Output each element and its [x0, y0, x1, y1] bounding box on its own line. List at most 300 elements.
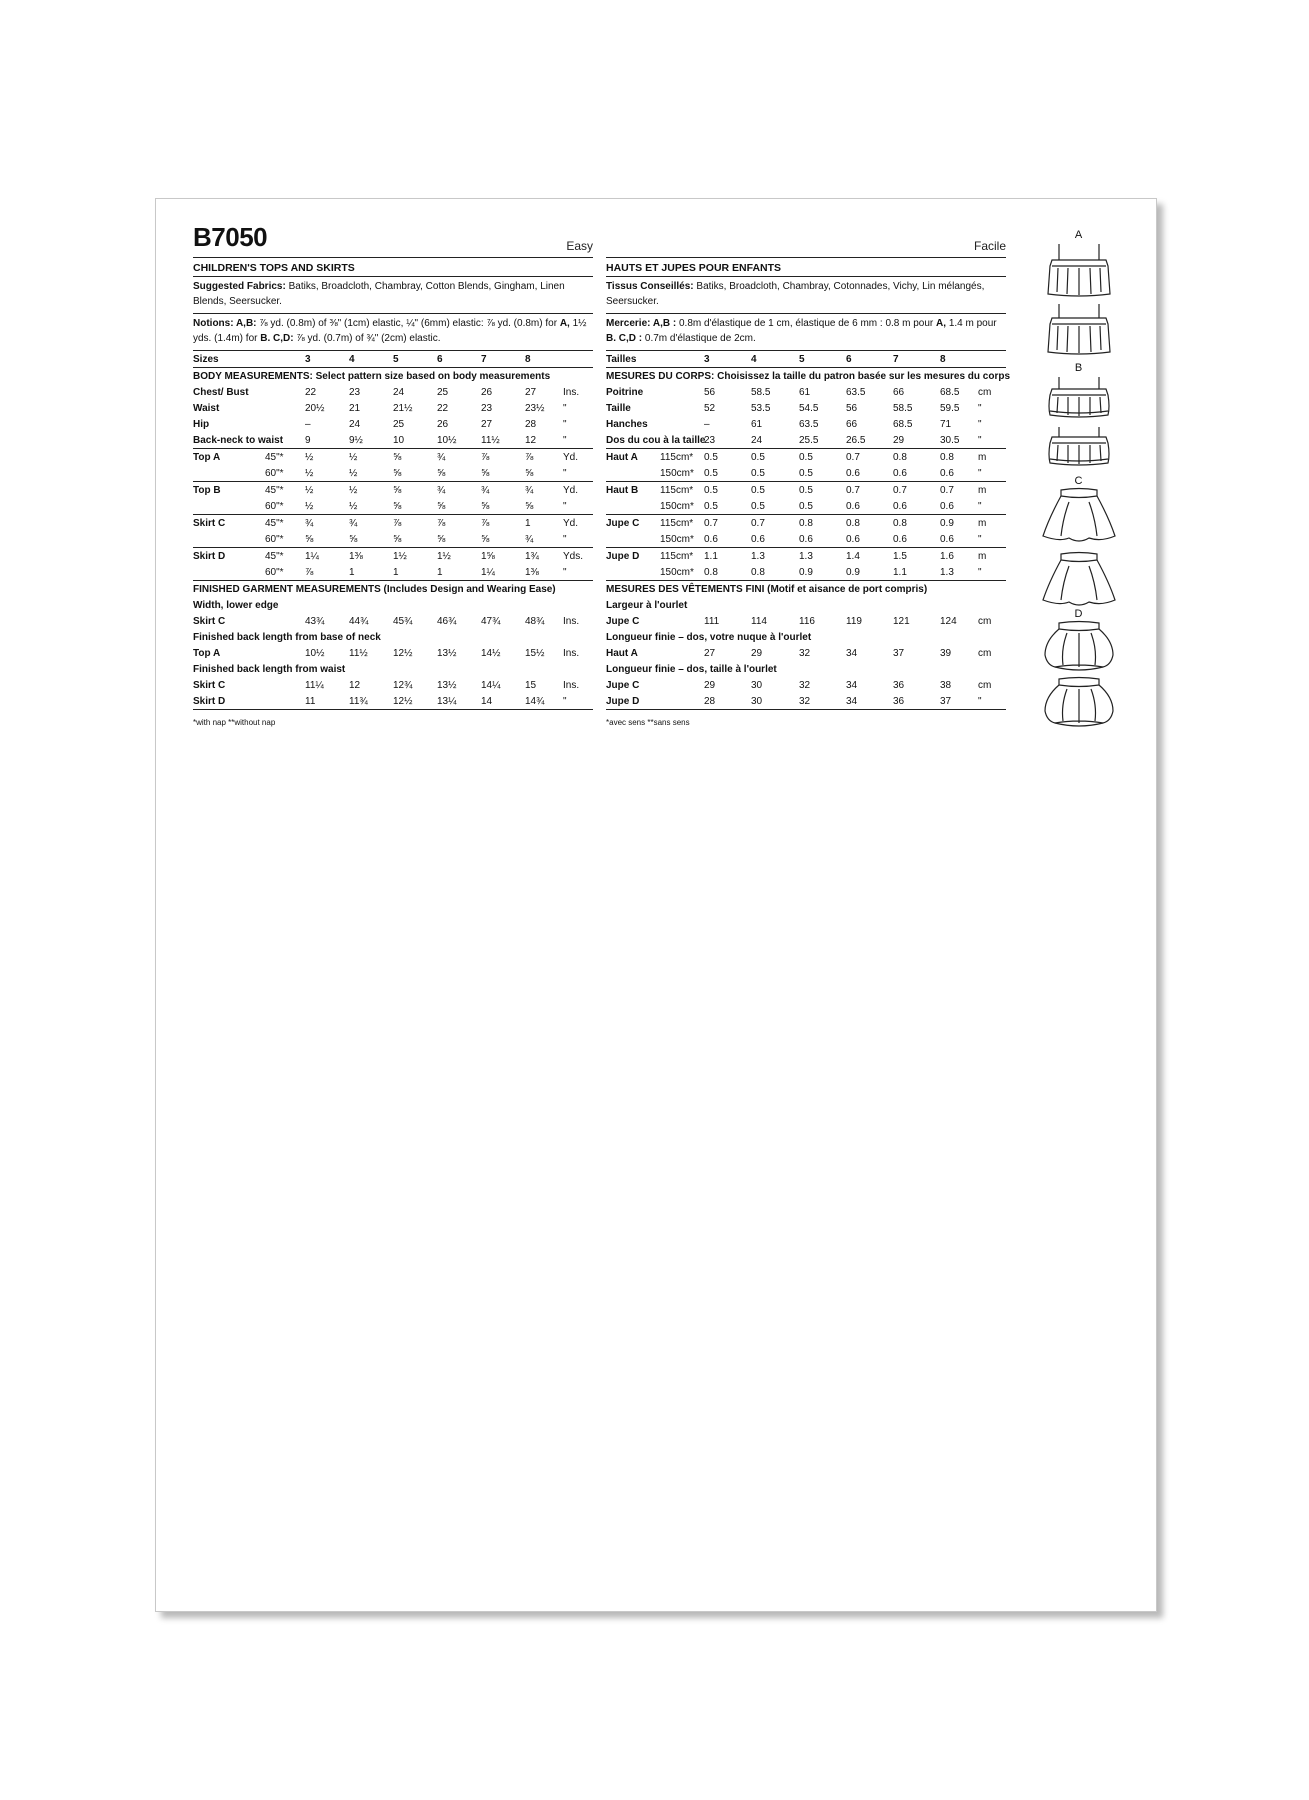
yardage-value: 1⅜ — [525, 564, 563, 581]
blank-cell — [606, 465, 660, 482]
size-value: 5 — [799, 351, 846, 368]
measurement-value: 14½ — [481, 647, 501, 659]
size-value: 8 — [940, 351, 978, 368]
table-row — [606, 432, 1006, 449]
measurement-value: 12½ — [393, 647, 413, 659]
measurement-value: 111 — [704, 615, 720, 627]
finished-title-row — [606, 581, 1006, 598]
yardage-value: ¾ — [437, 451, 446, 463]
yardage-value: 1⅜ — [349, 550, 363, 562]
measurement-value: 23½ — [525, 402, 545, 414]
row-label: Jupe D — [606, 693, 660, 710]
yardage-value: 0.8 — [846, 517, 860, 529]
table-row — [606, 416, 1006, 432]
measurement-value: 124 — [940, 615, 957, 627]
yardage-value: ¾ — [525, 531, 563, 548]
row-label: Back-neck to waist — [193, 432, 265, 449]
yardage-value: ⅞ — [481, 517, 490, 529]
measurement-value: 25 — [393, 418, 405, 430]
view-label: Haut B — [606, 484, 639, 496]
body-measurements-title-row — [193, 368, 593, 385]
yardage-value: ⅞ — [393, 517, 402, 529]
yardage-value: 0.5 — [751, 498, 799, 515]
table-row — [606, 449, 1006, 466]
measurement-value: 56 — [846, 402, 858, 414]
unit-label: cm — [978, 615, 992, 627]
unit-label: " — [978, 498, 1006, 515]
yardage-value: 0.7 — [704, 517, 718, 529]
blank-cell — [265, 351, 305, 368]
measurement-value: 10 — [393, 432, 437, 449]
measurement-value: 59.5 — [940, 402, 960, 414]
difficulty-label: Facile — [973, 239, 1006, 253]
yardage-value: 0.6 — [940, 531, 978, 548]
yardage-value: 1½ — [393, 550, 407, 562]
measurement-value: 14¼ — [481, 679, 501, 691]
unit-label: " — [978, 402, 982, 414]
measurement-value: 36 — [893, 679, 905, 691]
measurement-table — [606, 351, 1011, 710]
yardage-value: ½ — [305, 498, 349, 515]
measurement-value: 37 — [893, 647, 905, 659]
yardage-value: ¾ — [437, 484, 446, 496]
sizes-row — [193, 351, 593, 368]
table-row — [606, 465, 1006, 482]
size-value: 5 — [393, 351, 437, 368]
unit-label: " — [563, 418, 567, 430]
yardage-value: ⅝ — [481, 498, 525, 515]
blank-cell — [606, 498, 660, 515]
unit-label: m — [978, 550, 987, 562]
measurement-value: 119 — [846, 615, 862, 627]
row-label: Skirt D — [193, 693, 265, 710]
suggested-fabrics — [606, 277, 1006, 314]
size-value: 6 — [846, 351, 893, 368]
yardage-value: 0.6 — [940, 465, 978, 482]
subheading: Longueur finie – dos, votre nuque à l'ourlet — [606, 631, 812, 643]
fabrics-text: Batiks, Broadcloth, Chambray, Cotton Blends, Gingham, Linen Blends, Seersucker. — [193, 281, 565, 307]
fabric-width: 115cm* — [660, 451, 694, 463]
skirt-c-illustration — [1039, 488, 1119, 608]
fabric-width: 45"* — [265, 517, 284, 529]
table-row — [606, 564, 1006, 581]
measurement-value: 66 — [846, 418, 858, 430]
yardage-value: 1 — [393, 564, 437, 581]
yardage-value: 0.5 — [704, 465, 751, 482]
yardage-value: 0.6 — [751, 531, 799, 548]
yardage-value: 1⅝ — [481, 550, 495, 562]
notions-text: 1.4 m pour — [946, 318, 997, 329]
blank-cell — [660, 416, 704, 432]
measurement-value: 28 — [525, 418, 537, 430]
unit-label: Yd. — [563, 451, 579, 463]
yardage-value: 0.5 — [799, 498, 846, 515]
subheading: Finished back length from waist — [193, 663, 346, 675]
measurement-value: 12½ — [393, 693, 437, 710]
table-row — [606, 693, 1006, 710]
view-label: Jupe D — [606, 550, 640, 562]
unit-label: Ins. — [563, 647, 580, 659]
table-row — [193, 597, 593, 613]
table-row — [193, 482, 593, 499]
notions — [606, 314, 1006, 351]
yardage-value: 1¼ — [481, 564, 525, 581]
measurement-tables — [193, 351, 593, 710]
measurement-value: 13½ — [437, 679, 457, 691]
row-label: Haut A — [606, 647, 638, 659]
view-illustrations — [1016, 229, 1141, 731]
notions-view: B. C,D: — [260, 333, 294, 344]
yardage-value: 0.8 — [893, 517, 907, 529]
measurement-value: 27 — [525, 386, 537, 398]
yardage-value: 0.7 — [751, 517, 765, 529]
yardage-value: ⅝ — [393, 498, 437, 515]
blank-cell — [660, 351, 704, 368]
row-label: Hanches — [606, 418, 648, 430]
blank-cell — [660, 693, 704, 710]
blank-cell — [193, 564, 265, 581]
row-label: Poitrine — [606, 386, 644, 398]
yardage-value: ⅝ — [437, 531, 481, 548]
blank-cell — [193, 531, 265, 548]
yardage-value: ⅝ — [481, 465, 525, 482]
yardage-value: ⅝ — [525, 465, 563, 482]
unit-label: Yd. — [563, 484, 579, 496]
yardage-value: ⅝ — [525, 498, 563, 515]
yardage-value: 0.5 — [799, 484, 813, 496]
yardage-value: 0.5 — [704, 498, 751, 515]
blank-cell — [606, 564, 660, 581]
yardage-value: ¾ — [525, 484, 534, 496]
unit-label: " — [563, 465, 593, 482]
measurement-value: 34 — [846, 679, 858, 691]
row-label: Hip — [193, 418, 210, 430]
table-row — [193, 400, 593, 416]
notions — [193, 314, 593, 351]
blank-cell — [193, 498, 265, 515]
body-measurements-title: MESURES DU CORPS: Choisissez la taille du patron basée sur les mesures du corps — [606, 370, 1011, 382]
yardage-value: 0.6 — [940, 498, 978, 515]
measurement-value: 13½ — [437, 647, 457, 659]
yardage-value: 0.9 — [940, 517, 954, 529]
french-column — [606, 229, 1011, 727]
notions-view: A, — [559, 318, 570, 329]
fabric-width: 115cm* — [660, 550, 694, 562]
view-letter: B — [1074, 362, 1083, 374]
footnote: *with nap **without nap — [193, 718, 276, 727]
measurement-value: 30 — [751, 693, 799, 710]
yardage-value: 1.3 — [751, 550, 765, 562]
yardage-value: ⅝ — [305, 531, 349, 548]
yardage-value: 0.8 — [893, 451, 907, 463]
fabric-width: 45"* — [265, 484, 284, 496]
fabric-width: 60"* — [265, 564, 305, 581]
measurement-value: – — [305, 418, 311, 430]
measurement-table — [193, 351, 593, 710]
unit-label: " — [563, 432, 593, 449]
sizes-label: Tailles — [606, 351, 660, 368]
footnote: *avec sens **sans sens — [606, 718, 690, 727]
fabric-width: 115cm* — [660, 517, 694, 529]
measurement-value: 24 — [751, 432, 799, 449]
finished-title-row — [193, 581, 593, 598]
measurement-value: 53.5 — [751, 402, 771, 414]
subheading: Finished back length from base of neck — [193, 631, 381, 643]
view-letter: A — [1074, 229, 1083, 241]
measurement-value: 32 — [799, 647, 811, 659]
yardage-value: 0.8 — [799, 517, 813, 529]
unit-cell — [978, 351, 1006, 368]
row-label: Jupe C — [606, 679, 640, 691]
table-row — [193, 564, 593, 581]
measurement-value: 10½ — [305, 647, 325, 659]
measurement-value: 24 — [393, 386, 405, 398]
measurement-value: 71 — [940, 418, 952, 430]
yardage-value: 0.5 — [704, 484, 718, 496]
finished-measurements-title: MESURES DES VÊTEMENTS FINI (Motif et aisance de port compris) — [606, 583, 928, 595]
yardage-value: 0.7 — [846, 484, 860, 496]
measurement-value: 58.5 — [893, 402, 913, 414]
table-row — [606, 645, 1006, 661]
measurement-value: 116 — [799, 615, 815, 627]
table-row — [193, 416, 593, 432]
yardage-value: ⅞ — [437, 517, 446, 529]
blank-cell — [265, 613, 305, 629]
blank-cell — [265, 693, 305, 710]
measurement-value: 30.5 — [940, 432, 978, 449]
header — [606, 229, 1006, 258]
measurement-value: 30 — [751, 679, 763, 691]
unit-label: " — [978, 693, 1006, 710]
skirt-d-illustration — [1039, 621, 1119, 731]
table-row — [193, 515, 593, 532]
measurement-value: 26 — [437, 418, 449, 430]
unit-label: Yds. — [563, 550, 584, 562]
measurement-value: 63.5 — [799, 418, 819, 430]
measurement-value: – — [704, 418, 710, 430]
fabric-width: 150cm* — [660, 465, 704, 482]
measurement-value: 25.5 — [799, 432, 846, 449]
measurement-value: 47¾ — [481, 615, 501, 627]
table-row — [606, 629, 1006, 645]
body-measurements-title-row — [606, 368, 1006, 385]
body-measurements-title: BODY MEASUREMENTS: Select pattern size based on body measurements — [193, 370, 551, 382]
fabric-width: 45"* — [265, 550, 284, 562]
blank-cell — [193, 465, 265, 482]
unit-label: " — [563, 402, 567, 414]
size-value: 3 — [305, 351, 349, 368]
measurement-tables — [606, 351, 1011, 710]
yardage-value: ⅝ — [393, 531, 437, 548]
measurement-value: 15½ — [525, 647, 545, 659]
yardage-value: 0.6 — [893, 531, 940, 548]
measurement-value: 68.5 — [940, 386, 960, 398]
measurement-value: 21½ — [393, 402, 413, 414]
table-row — [606, 482, 1006, 499]
size-value: 8 — [525, 351, 563, 368]
measurement-value: 48¾ — [525, 615, 545, 627]
unit-label: " — [978, 465, 1006, 482]
section-title: CHILDREN'S TOPS AND SKIRTS — [193, 258, 593, 277]
yardage-value: 1.3 — [940, 564, 978, 581]
difficulty-label: Easy — [566, 239, 593, 253]
yardage-value: ½ — [305, 484, 314, 496]
measurement-value: 26 — [481, 386, 493, 398]
yardage-value: 0.7 — [846, 451, 860, 463]
yardage-value: 1¼ — [305, 550, 319, 562]
blank-cell — [265, 416, 305, 432]
measurement-value: 44¾ — [349, 615, 369, 627]
yardage-value: 0.5 — [751, 465, 799, 482]
table-row — [193, 432, 593, 449]
blank-cell — [660, 613, 704, 629]
measurement-value: 12 — [525, 432, 563, 449]
fabric-width: 115cm* — [660, 484, 694, 496]
table-row — [606, 515, 1006, 532]
measurement-value: 23 — [481, 402, 493, 414]
yardage-value: ½ — [305, 451, 314, 463]
yardage-value: 0.5 — [704, 451, 718, 463]
measurement-value: 66 — [893, 386, 905, 398]
yardage-value: 1.6 — [940, 550, 954, 562]
unit-label: " — [563, 564, 593, 581]
measurement-value: 43¾ — [305, 615, 325, 627]
table-row — [193, 661, 593, 677]
yardage-value: 1 — [525, 517, 531, 529]
view-label: Jupe C — [606, 517, 640, 529]
subheading: Width, lower edge — [193, 599, 279, 611]
measurement-value: 61 — [751, 418, 763, 430]
view-label: Skirt C — [193, 517, 226, 529]
measurement-value: 32 — [799, 679, 811, 691]
yardage-value: 0.8 — [940, 451, 954, 463]
finished-measurements-title: FINISHED GARMENT MEASUREMENTS (Includes Design and Wearing Ease) — [193, 583, 556, 595]
unit-label: " — [978, 418, 982, 430]
yardage-value: 1½ — [437, 550, 451, 562]
sizes-row — [606, 351, 1006, 368]
yardage-value: ½ — [349, 484, 358, 496]
notions-view: A, — [936, 318, 947, 329]
table-row — [193, 465, 593, 482]
yardage-value: ½ — [349, 465, 393, 482]
measurement-value: 68.5 — [893, 418, 913, 430]
measurement-value: 14¾ — [525, 693, 563, 710]
measurement-value: 39 — [940, 647, 952, 659]
table-row — [606, 531, 1006, 548]
blank-cell — [660, 384, 704, 400]
measurement-value: 23 — [349, 386, 361, 398]
yardage-value: 1.1 — [704, 550, 718, 562]
yardage-value: 1.4 — [846, 550, 860, 562]
yardage-value: 1 — [437, 564, 481, 581]
yardage-value: 0.9 — [799, 564, 846, 581]
fabric-width: 60"* — [265, 498, 305, 515]
table-row — [193, 531, 593, 548]
measurement-value: 46¾ — [437, 615, 457, 627]
measurement-value: 15 — [525, 679, 537, 691]
notions-view: B. C,D : — [606, 333, 643, 344]
table-row — [193, 498, 593, 515]
measurement-value: 29 — [751, 647, 763, 659]
yardage-value: 0.5 — [751, 451, 765, 463]
fabric-width: 45"* — [265, 451, 284, 463]
table-row — [606, 400, 1006, 416]
measurement-value: 22 — [305, 386, 317, 398]
yardage-value: 1 — [349, 564, 393, 581]
pattern-number: B7050 — [193, 222, 268, 252]
view-letter: C — [1074, 475, 1083, 487]
blank-cell — [265, 677, 305, 693]
view-label: Top A — [193, 451, 221, 463]
yardage-value: ⅝ — [393, 465, 437, 482]
size-value: 6 — [437, 351, 481, 368]
measurement-value: 38 — [940, 679, 952, 691]
size-value: 3 — [704, 351, 751, 368]
fabric-width: 60"* — [265, 465, 305, 482]
yardage-value: 1¾ — [525, 550, 539, 562]
unit-label: cm — [978, 679, 992, 691]
unit-label: cm — [978, 647, 992, 659]
sizes-label: Sizes — [193, 351, 265, 368]
blank-cell — [660, 677, 704, 693]
size-value: 4 — [751, 351, 799, 368]
yardage-value: 0.5 — [799, 451, 813, 463]
measurement-value: 29 — [893, 432, 940, 449]
yardage-value: 0.6 — [846, 531, 893, 548]
yardage-value: ½ — [305, 465, 349, 482]
view-letter: D — [1074, 608, 1083, 620]
size-value: 7 — [481, 351, 525, 368]
measurement-value: 10½ — [437, 432, 481, 449]
yardage-value: 0.6 — [846, 498, 893, 515]
view-label: Top B — [193, 484, 221, 496]
yardage-value: 1.3 — [799, 550, 813, 562]
measurement-value: 34 — [846, 647, 858, 659]
blank-cell — [265, 384, 305, 400]
notions-text: ⅞ yd. (0.8m) of ⅜" (1cm) elastic, ¼" (6mm) elastic: ⅞ yd. (0.8m) for — [256, 318, 560, 329]
measurement-value: 36 — [893, 693, 940, 710]
notions-label: Mercerie: A,B : — [606, 318, 677, 329]
blank-cell — [606, 531, 660, 548]
yardage-value: 1.1 — [893, 564, 940, 581]
yardage-value: 0.8 — [704, 564, 751, 581]
row-label: Top A — [193, 647, 221, 659]
measurement-value: 14 — [481, 693, 525, 710]
unit-label: " — [978, 564, 1006, 581]
unit-label: " — [563, 531, 593, 548]
english-column — [193, 222, 593, 727]
measurement-value: 11 — [305, 693, 349, 710]
fabrics-label: Suggested Fabrics: — [193, 281, 286, 292]
yardage-value: ¾ — [305, 517, 314, 529]
fabrics-text: Batiks, Broadcloth, Chambray, Cotonnades, Vichy, Lin mélangés, Seersucker. — [606, 281, 985, 307]
yardage-value: 0.6 — [799, 531, 846, 548]
section-title: HAUTS ET JUPES POUR ENFANTS — [606, 258, 1006, 277]
table-row — [606, 661, 1006, 677]
measurement-value: 24 — [349, 418, 361, 430]
measurement-value: 52 — [704, 402, 716, 414]
unit-label: Ins. — [563, 386, 580, 398]
row-label: Dos du cou à la taille — [606, 432, 660, 449]
row-label: Taille — [606, 402, 631, 414]
notions-text: 0.7m d'élastique de 2cm. — [642, 333, 756, 344]
unit-label: Ins. — [563, 679, 580, 691]
blank-cell — [265, 645, 305, 661]
yardage-value: ¾ — [349, 517, 358, 529]
measurement-value: 11¼ — [305, 679, 324, 691]
measurement-value: 23 — [704, 432, 751, 449]
subheading: Longueur finie – dos, taille à l'ourlet — [606, 663, 777, 675]
